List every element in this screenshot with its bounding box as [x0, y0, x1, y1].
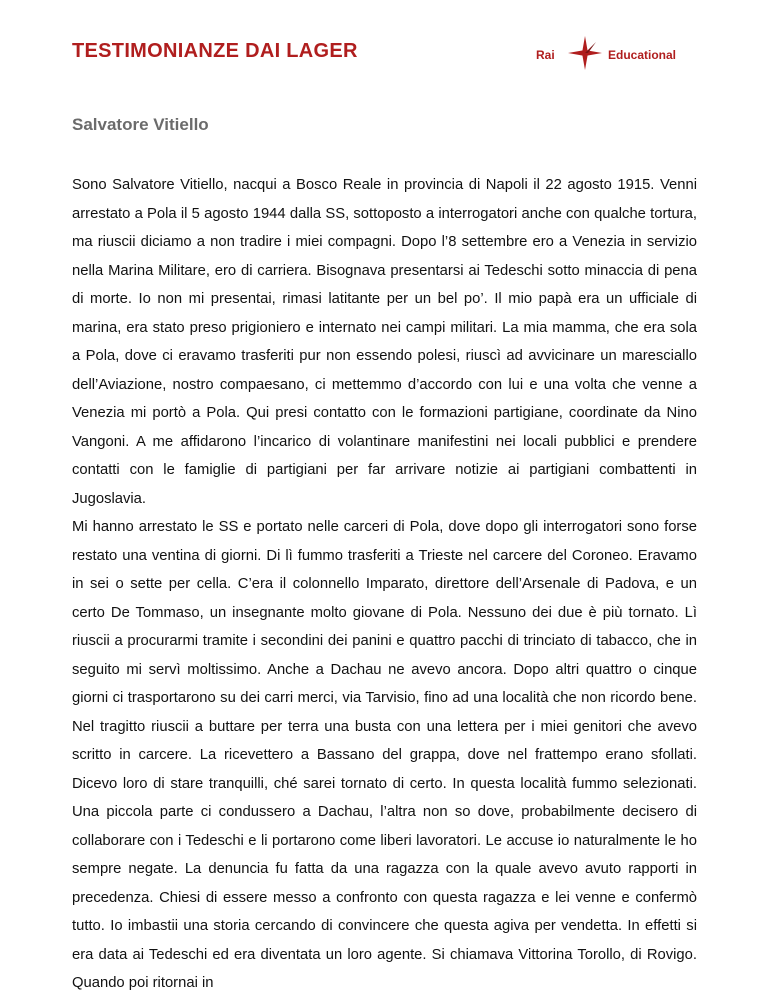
- series-title: TESTIMONIANZE DAI LAGER: [72, 40, 358, 62]
- document-title: Salvatore Vitiello: [72, 115, 209, 134]
- rai-butterfly-icon: [568, 36, 602, 70]
- rai-educational-logo: [536, 42, 706, 72]
- logo-rai-text: Rai: [536, 48, 555, 62]
- testimony-body: [72, 171, 697, 998]
- logo-educational-text: Educational: [608, 48, 677, 62]
- paragraph: Mi hanno arrestato le SS e portato nelle carceri di Pola, dove dopo gli interrogatori sono forse restato una ventina di giorni. Di lì fummo trasferiti a Trieste nel carcere del Coroneo. Eravamo in sei o sette per cella. C’era il colonnello Imparato, direttore dell’Arsenale di Padova, e un certo De Tommaso, un insegnante molto giovane di Pola. Nessuno dei due è più tornato. Lì riuscii a procurarmi tramite i secondini dei panini e quattro pacchi di trinciato di tabacco, che in seguito mi servì moltissimo. Anche a Dachau ne avevo ancora. Dopo altri quattro o cinque giorni ci trasportarono su dei carri merci, via Tarvisio, fino ad una località che non ricordo bene. Nel tragitto riuscii a buttare per terra una busta con una lettera per i miei genitori che avevo scritto in carcere. La ricevettero a Bassano del grappa, dove nel frattempo erano sfollati. Dicevo loro di stare tranquilli, ché sarei tornato di certo. In questa località fummo selezionati. Una piccola parte ci condussero a Dachau, l’altra non so dove, probabilmente decisero di collaborare con i Tedeschi e li portarono come liberi lavoratori. Le accuse io naturalmente le ho sempre negate. La denuncia fu fatta da una ragazza con la quale avevo avuto rapporti in precedenza. Chiesi di essere messo a confronto con questa ragazza e lei venne e confermò tutto. Io imbastii una storia cercando di convincere che questa agiva per vendetta. In effetti si era data ai Tedeschi ed era diventata un loro agente. Si chiamava Vittorina Torollo, di Rovigo. Quando poi ritornai in: [72, 519, 697, 991]
- paragraph: Sono Salvatore Vitiello, nacqui a Bosco Reale in provincia di Napoli il 22 agosto 1915. Venni arrestato a Pola il 5 agosto 1944 dalla SS, sottoposto a interrogatori anche con qualche tortura, ma riuscii diciamo a non tradire i miei compagni. Dopo l’8 settembre ero a Venezia in servizio nella Marina Militare, ero di carriera. Bisognava presentarsi ai Tedeschi sotto minaccia di pena di morte. Io non mi presentai, rimasi latitante per un bel po’. Il mio papà era un ufficiale di marina, era stato preso prigioniero e internato nei campi militari. La mia mamma, che era sola a Pola, dove ci eravamo trasferiti pur non essendo polesi, riuscì ad avvicinare un maresciallo dell’Aviazione, nostro compaesano, ci mettemmo d’accordo con lui e una volta che venne a Venezia mi portò a Pola. Qui presi contatto con le formazioni partigiane, coordinate da Nino Vangoni. A me affidarono l’incarico di volantinare manifestini nei locali pubblici e prendere contatti con le famiglie di partigiani per far arrivare notizie ai partigiani combattenti in Jugoslavia.: [72, 177, 697, 507]
